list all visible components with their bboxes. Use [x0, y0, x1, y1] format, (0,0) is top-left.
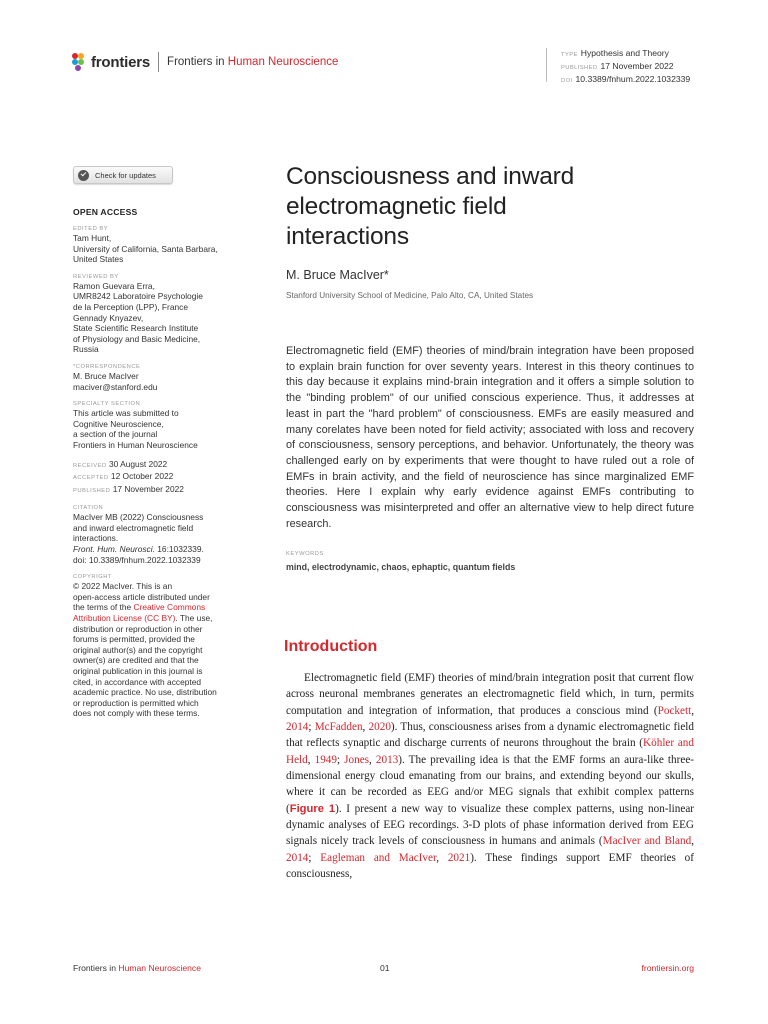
citation-label: CITATION: [73, 505, 104, 512]
frontiers-logo-icon: [72, 53, 88, 71]
ref-eagleman-maciver[interactable]: Eagleman and MacIver: [320, 851, 437, 864]
page-header: [72, 48, 704, 88]
date-accepted: ACCEPTED 12 October 2022: [73, 471, 174, 482]
reviewed-by-label: REVIEWED BY: [73, 273, 119, 280]
logo-divider: [158, 52, 159, 72]
reviewed-by: Ramon Guevara Erra, UMR8242 Laboratoire Psychologie de la Perception (LPP), France Gennady Knyazev, State Scientific Research Institute of Physiology and Basic Medicine, Russia: [73, 280, 203, 355]
keywords-label: KEYWORDS: [286, 551, 324, 558]
open-access-label: OPEN ACCESS: [73, 207, 138, 217]
meta-published: PUBLISHED 17 November 2022: [561, 61, 674, 71]
article-main: [286, 162, 694, 572]
ref-pockett[interactable]: Pockett: [657, 704, 692, 717]
check-for-updates-button[interactable]: Check for updates: [73, 166, 173, 184]
citation: MacIver MB (2022) Consciousness and inward electromagnetic field interactions. Front. Hum. Neurosci. 16:1032339. doi: 10.3389/fnhum.2022.1032339: [73, 512, 243, 565]
introduction-heading: Introduction: [284, 638, 378, 655]
meta-doi[interactable]: DOI 10.3389/fnhum.2022.1032339: [561, 74, 691, 84]
abstract: Electromagnetic field (EMF) theories of mind/brain integration have been proposed to explain brain function for over seventy years. Interest in this theory continues to this day because it explains mind-brain integration and it offers a simple solution to the "binding problem" of our unified conscious experience. Thus, it addresses at least in part the "hard problem" of consciousness. EMFs are easily measured and many corelates have been noted for field activity; associated with loss and recovery of consciousness, sensory perceptions, and behavior. Unfortunately, the theory was challenged early on by experiments that were thought to have ruled out a role of EMFs in brain activity, and the field of neuroscience has since marginalized EMF theories. Here I explain why early evidence against EMFs contributing to consciousness was misinterpreted and offer an alternative view to help direct future research.: [286, 345, 694, 530]
ref-mcfadden[interactable]: McFadden: [314, 721, 363, 734]
logo-wordmark: frontiers: [91, 53, 151, 71]
meta-type: TYPE Hypothesis and Theory: [561, 48, 669, 58]
ref-jones[interactable]: Jones: [344, 753, 370, 766]
footer-journal: Frontiers in Human Neuroscience: [73, 963, 202, 973]
author-name[interactable]: M. Bruce MacIver*: [286, 268, 389, 282]
correspondence-label: *CORRESPONDENCE: [73, 363, 141, 370]
article-meta: [546, 48, 690, 82]
copyright-label: COPYRIGHT: [73, 574, 112, 581]
copyright-notice: © 2022 MacIver. This is an open-access article distributed under the terms of the Creative Commons Attribution License (CC BY). The use, distribution or reproduction in other forums is permitted, provided the original author(s) and the copyright owner(s) are credited and that the original publication in this journal is cited, in accordance with accepted academic practice. No use, distribution or reproduction is permitted which does not comply with these terms.: [73, 581, 217, 719]
footer-site-link[interactable]: frontiersin.org: [641, 963, 694, 973]
journal-name: Frontiers in Human Neuroscience: [167, 56, 339, 68]
figure-1-link[interactable]: Figure 1: [289, 802, 336, 815]
author-affiliation: Stanford University School of Medicine, Palo Alto, CA, United States: [286, 291, 534, 300]
keywords: mind, electrodynamic, chaos, ephaptic, quantum fields: [286, 562, 516, 573]
correspondence: M. Bruce MacIver maciver@stanford.edu: [73, 371, 243, 392]
date-received: RECEIVED 30 August 2022: [73, 458, 168, 469]
citation-doi-link[interactable]: doi: 10.3389/fnhum.2022.1032339: [73, 554, 201, 565]
date-published: PUBLISHED 17 November 2022: [73, 483, 184, 494]
specialty-section-label: SPECIALTY SECTION: [73, 401, 141, 408]
ref-kohler-held[interactable]: Köhler and Held: [286, 737, 694, 766]
article-dates: [73, 459, 243, 497]
specialty-section: This article was submitted to Cognitive Neuroscience, a section of the journal Frontiers in Human Neuroscience: [73, 408, 198, 450]
ref-maciver-bland[interactable]: MacIver and Bland: [602, 835, 692, 848]
article-title: Consciousness and inward electromagnetic field interactions: [286, 163, 575, 250]
cc-license-link[interactable]: Creative Commons: [133, 602, 206, 613]
cc-license-link-cont[interactable]: Attribution License (CC BY): [73, 613, 176, 624]
edited-by: Tam Hunt, University of California, Santa Barbara, United States: [73, 233, 218, 265]
checkmark-icon: [78, 170, 89, 181]
introduction-paragraph: Electromagnetic field (EMF) theories of mind/brain integration posit that current flow across neuronal membranes generates an electromagnetic field which, in turn, permits computation and integration of information, that produces a conscious mind (Pockett, 2014; McFadden, 2020). Thus, consciousness arises from a dynamic electromagnetic field that reflects synaptic and discharge currents of neurons throughout the brain (Köhler and Held, 1949; Jones, 2013). The prevailing idea is that the EMF forms an aura-like three-dimensional energy cloud emanating from our brains, and extending beyond our skulls, where it can be recorded as EEG and/or MEG signals that exhibit complex patterns (Figure 1). I present a new way to visualize these complex patterns, using non-linear dynamic analyses of EEG recordings. 3-D plots of phase information derived from EEG signals nicely track levels of consciousness in humans and animals (MacIver and Bland, 2014; Eagleman and MacIver, 2021). These findings support EMF theories of consciousness,: [286, 672, 695, 881]
correspondence-email-link[interactable]: maciver@stanford.edu: [73, 381, 158, 392]
edited-by-label: EDITED BY: [73, 226, 109, 232]
frontiers-logo[interactable]: [72, 52, 338, 72]
page-number: 01: [380, 963, 390, 973]
article-sidebar: [73, 166, 243, 719]
